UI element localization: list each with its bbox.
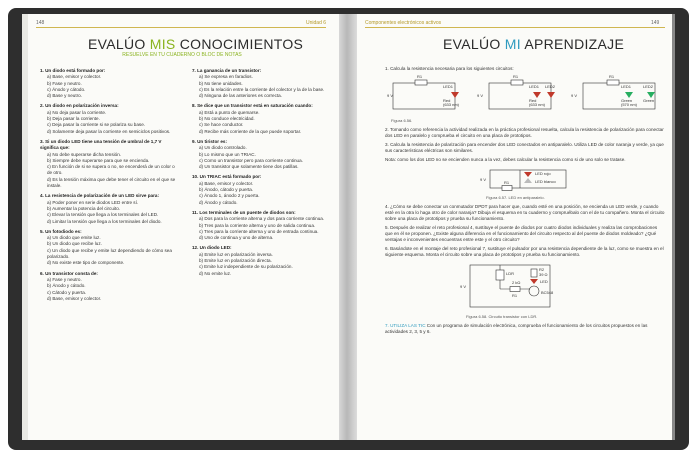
c5-voltage: 9 V: [460, 284, 467, 289]
answer-option: d) Base, emisor y colector.: [47, 295, 102, 301]
answer-option: c) En función de si se supera o no, se encenderá de un color o de otro.: [47, 164, 175, 176]
activity-3: 3. Calcula la resistencia de polarización para encender dos LED conectados en antiparalelo. Utiliza LED de color naranja y verde, ya que sus características eléctricas son similares.: [385, 142, 664, 153]
answer-option: a) Emite luz en polarización inversa.: [199, 251, 273, 257]
answer-option: c) Ánodo 1, ánodo 2 y puerta.: [199, 193, 260, 199]
activity-3-note: Nota: como los dos LED no se encienden nunca a la vez, debes calcular la resistencia como si de uno solo se tratase.: [385, 157, 626, 162]
page-number: 148: [36, 20, 45, 26]
running-head: Unidad 6: [306, 20, 327, 26]
c2-led-color: Red: [529, 98, 537, 103]
answer-option: b) No tiene unidades.: [199, 80, 243, 86]
c2-r: R1: [513, 75, 519, 79]
c5-ldr: LDR: [506, 271, 515, 276]
answer-option: d) Un transistor que solamente tiene dos patillas.: [199, 164, 299, 170]
right-page: [355, 14, 675, 440]
answer-option: b) Un diodo que recibe luz.: [47, 241, 102, 247]
c3-voltage: 9 V: [571, 93, 578, 98]
answer-option: a) Fase y neutro.: [47, 276, 82, 282]
c3-r: R1: [609, 75, 615, 79]
book-spine: [339, 14, 357, 440]
c5-r2: R2: [539, 267, 545, 272]
c4-r: R1: [504, 180, 510, 185]
c1-r: R1: [417, 75, 423, 79]
c5-r1-val: 2 kΩ: [512, 280, 521, 285]
questions-column-1: [40, 68, 180, 306]
answer-option: a) Está a punto de quemarse.: [199, 109, 260, 115]
answer-option: d) No emite luz.: [199, 270, 232, 276]
header-rule: [36, 27, 326, 28]
activity-4: 4. ¿Cómo se debe conectar un conmutador DPDT para hacer que, cuando esté en una posición, se encienda un LED verde, y cuando esté en la otra lo haga otro de color naranja? Dibuja el esquema en tu cuaderno y compruébalo con el de tu compañero. Monta el circuito sobre una placa de prototipos y prueba su funcionamiento.: [385, 204, 665, 221]
c3-led2-color: Green: [643, 98, 655, 103]
answer-option: d) Ninguna de las anteriores es correcta.: [199, 93, 282, 99]
question-text: 11. Los terminales de un puente de diodos son:: [192, 209, 296, 215]
question: [192, 174, 332, 205]
answer-option: a) Se expresa en faradios.: [199, 74, 253, 80]
activity-1: 1. Calcula la resistencia necesaria para los siguientes circuitos:: [385, 66, 514, 71]
c3-led1-color: Green: [621, 98, 633, 103]
c2-voltage: 9 V: [477, 93, 484, 98]
answer-option: b) Lo mismo que un TRIAC.: [199, 151, 256, 157]
answer-option: b) Deja pasar la corriente.: [47, 116, 100, 122]
answer-option: b) No conduce electricidad.: [199, 116, 255, 122]
question: [40, 229, 180, 267]
answer-option: c) Es la relación entre la corriente del colector y la de la base.: [199, 86, 325, 92]
activity-7-label: 7. UTILIZA LAS TIC: [385, 323, 426, 328]
left-page: [22, 14, 342, 440]
question: [192, 139, 332, 170]
c3-led-nm: (570 nm): [621, 102, 638, 107]
c1-led: LED1: [443, 84, 454, 89]
answer-option: c) Como un transistor pero para corriente continua.: [199, 157, 303, 163]
answer-option: d) Recibe más corriente de la que puede soportar.: [199, 128, 302, 134]
answer-option: d) Solamente deja pasar la corriente en semiciclos positivos.: [47, 128, 171, 134]
answer-option: c) Tres para la corriente alterna y uno de entrada continua.: [199, 228, 319, 234]
c4-led1: LED rojo: [535, 171, 551, 176]
page-edge: [22, 14, 28, 440]
page-edge-bar: [672, 14, 675, 440]
question: [40, 193, 180, 224]
activities: [385, 66, 665, 338]
answer-option: b) Emite luz en polarización directa.: [199, 258, 272, 264]
answer-option: c) Elevar la tensión que llega a los terminales del LED.: [47, 212, 159, 218]
question: [40, 271, 180, 302]
circuit-diagram-3: [460, 261, 570, 311]
activity-5: 5. Después de realizar el reto profesional 4, sustituye el puente de diodos por cuatro diodos individuales y realiza las comprobaciones que en él se proponen. ¿Existe alguna diferencia en el funcionamiento del circuito respecto al del puente de diodos moldeado? ¿Qué ventajas e inconvenientes encuentras entre este y el otro circuito?: [385, 225, 658, 242]
c5-r2-val: 39 Ω: [539, 272, 548, 277]
activity-7: [385, 323, 665, 335]
page-title: EVALÚO MI APRENDIZAJE: [443, 36, 625, 52]
answer-option: d) Uno de continua y uno de alterna.: [199, 235, 274, 241]
answer-option: a) Un diodo controlado.: [199, 145, 247, 151]
activity-7-text: Con un programa de simulación electrónica, comprueba el funcionamiento de los circuitos propuestos en las actividades 2, 3, 5 y 6.: [385, 323, 648, 334]
answer-option: a) No deja pasar la corriente.: [47, 109, 107, 115]
question-text: 7. La ganancia de un transistor:: [192, 68, 262, 73]
figure-caption: Figura 6.57. LED en antiparalelo.: [486, 195, 545, 200]
answer-option: c) Un diodo que recibe y emite luz dependiendo de cómo sea polarizado.: [47, 247, 172, 260]
answer-option: d) No existe este tipo de componente.: [47, 260, 125, 266]
answer-option: b) Ánodo y cátodo.: [47, 283, 86, 289]
question: [40, 139, 180, 189]
activity-2: 2. Tomando como referencia la actividad realizada en la práctica profesional resuelta, calcula la resistencia de polarización para conectar dos LED en paralelo y comprueba el circuito en una placa de prototipos.: [385, 127, 664, 138]
question-text: 3. Si un diodo LED tiene una tensión de umbral de 1,7 V significa que:: [40, 138, 162, 151]
c1-led-color: Red: [443, 98, 451, 103]
figure-antiparallel: [480, 166, 665, 201]
question: [192, 68, 332, 99]
question: [192, 245, 332, 276]
answer-option: d) Limitar la tensión que llega a los terminales del diodo.: [47, 218, 162, 224]
answer-option: d) Ánodo y cátodo.: [199, 199, 238, 205]
c2-led-nm: (633 nm): [529, 102, 546, 107]
answer-option: a) Base, emisor y colector.: [47, 74, 102, 80]
answer-option: c) Ánodo y cátodo.: [47, 86, 86, 92]
question-text: 10. Un TRIAC está formado por:: [192, 174, 262, 180]
running-head: Componentes electrónicos activos: [365, 20, 442, 26]
page-subtitle: RESUELVE EN TU CUADERNO O BLOC DE NOTAS: [122, 52, 242, 58]
question-text: 12. Un diodo LED:: [192, 245, 232, 251]
c1-voltage: 9 V: [387, 93, 394, 98]
question-text: 4. La resistencia de polarización de un LED sirve para:: [40, 193, 159, 199]
answer-option: b) Aumentar la potencia del circuito.: [47, 205, 121, 211]
answer-option: a) Dos para la corriente alterna y dos para corriente continua.: [199, 216, 325, 222]
questions-column-2: [192, 68, 332, 281]
c5-q: BC548: [541, 290, 554, 295]
circuit-diagram-1: [385, 75, 665, 115]
answer-option: b) Ánodo, cátodo y puerta.: [199, 187, 254, 193]
figure-ldr: [460, 261, 665, 320]
question-text: 6. Un transistor consta de:: [40, 270, 98, 276]
answer-option: d) Base y neutro.: [47, 93, 82, 99]
answer-option: a) No debe superarse dicha tensión.: [47, 151, 122, 157]
figure-caption: Figura 6.58. Circuito transistor con LDR.: [466, 314, 538, 319]
c3-led2: LED2: [643, 84, 654, 89]
answer-option: b) Siempre debe superarse para que se encienda.: [47, 157, 150, 163]
question-text: 5. Un fotodiodo es:: [40, 228, 82, 234]
answer-option: a) Base, emisor y colector.: [199, 180, 254, 186]
c4-voltage: 9 V: [480, 177, 487, 182]
c3-led1: LED1: [621, 84, 632, 89]
circuit-diagram-2: [480, 166, 580, 192]
question-text: 2. Un diodo en polarización inversa:: [40, 103, 119, 109]
answer-option: b) Tres para la corriente alterna y uno de salida continua.: [199, 222, 316, 228]
header-rule: [365, 27, 665, 28]
answer-option: a) Poder poner en serie diodos LED entre sí.: [47, 199, 139, 205]
question: [192, 103, 332, 134]
figure-caption: Figura 6.56.: [391, 118, 413, 123]
answer-option: d) Es la tensión máxima que debe tener el circuito en el que se instale.: [47, 176, 176, 189]
c2-led2: LED2: [545, 84, 556, 89]
answer-option: c) Cátodo y puerta.: [47, 289, 87, 295]
page-number: 149: [651, 20, 660, 26]
answer-option: c) Se hace conductor.: [199, 122, 244, 128]
figure-circuits-1: [385, 75, 665, 124]
question: [40, 103, 180, 134]
answer-option: c) Deja pasar la corriente si se polariza su base.: [47, 122, 146, 128]
c2-led1: LED1: [529, 84, 540, 89]
question: [192, 210, 332, 241]
answer-option: a) Un diodo que emite luz.: [47, 235, 101, 241]
question: [40, 68, 180, 99]
page-title: EVALÚO MIS CONOCIMIENTOS: [88, 36, 304, 52]
c4-led2: LED blanco: [535, 179, 556, 184]
question-text: 1. Un diodo está formado por:: [40, 68, 106, 73]
question-text: 8. Se dice que un transistor está en saturación cuando:: [192, 103, 313, 109]
c5-led: LED: [540, 279, 548, 284]
question-text: 9. Un tiristor es:: [192, 138, 227, 144]
answer-option: b) Fase y neutro.: [47, 80, 82, 86]
c5-r1: R1: [512, 293, 518, 298]
activity-6: 6. Basándote en el montaje del reto profesional 7, sustituye el pulsador por una resistencia dependiente de la luz, como se muestra en el siguiente esquema. Monta el circuito sobre una placa de prototipos y prueba su funcionamiento.: [385, 246, 664, 257]
answer-option: c) Emite luz independiente de su polarización.: [199, 264, 293, 270]
c1-led-nm: (633 nm): [443, 102, 460, 107]
